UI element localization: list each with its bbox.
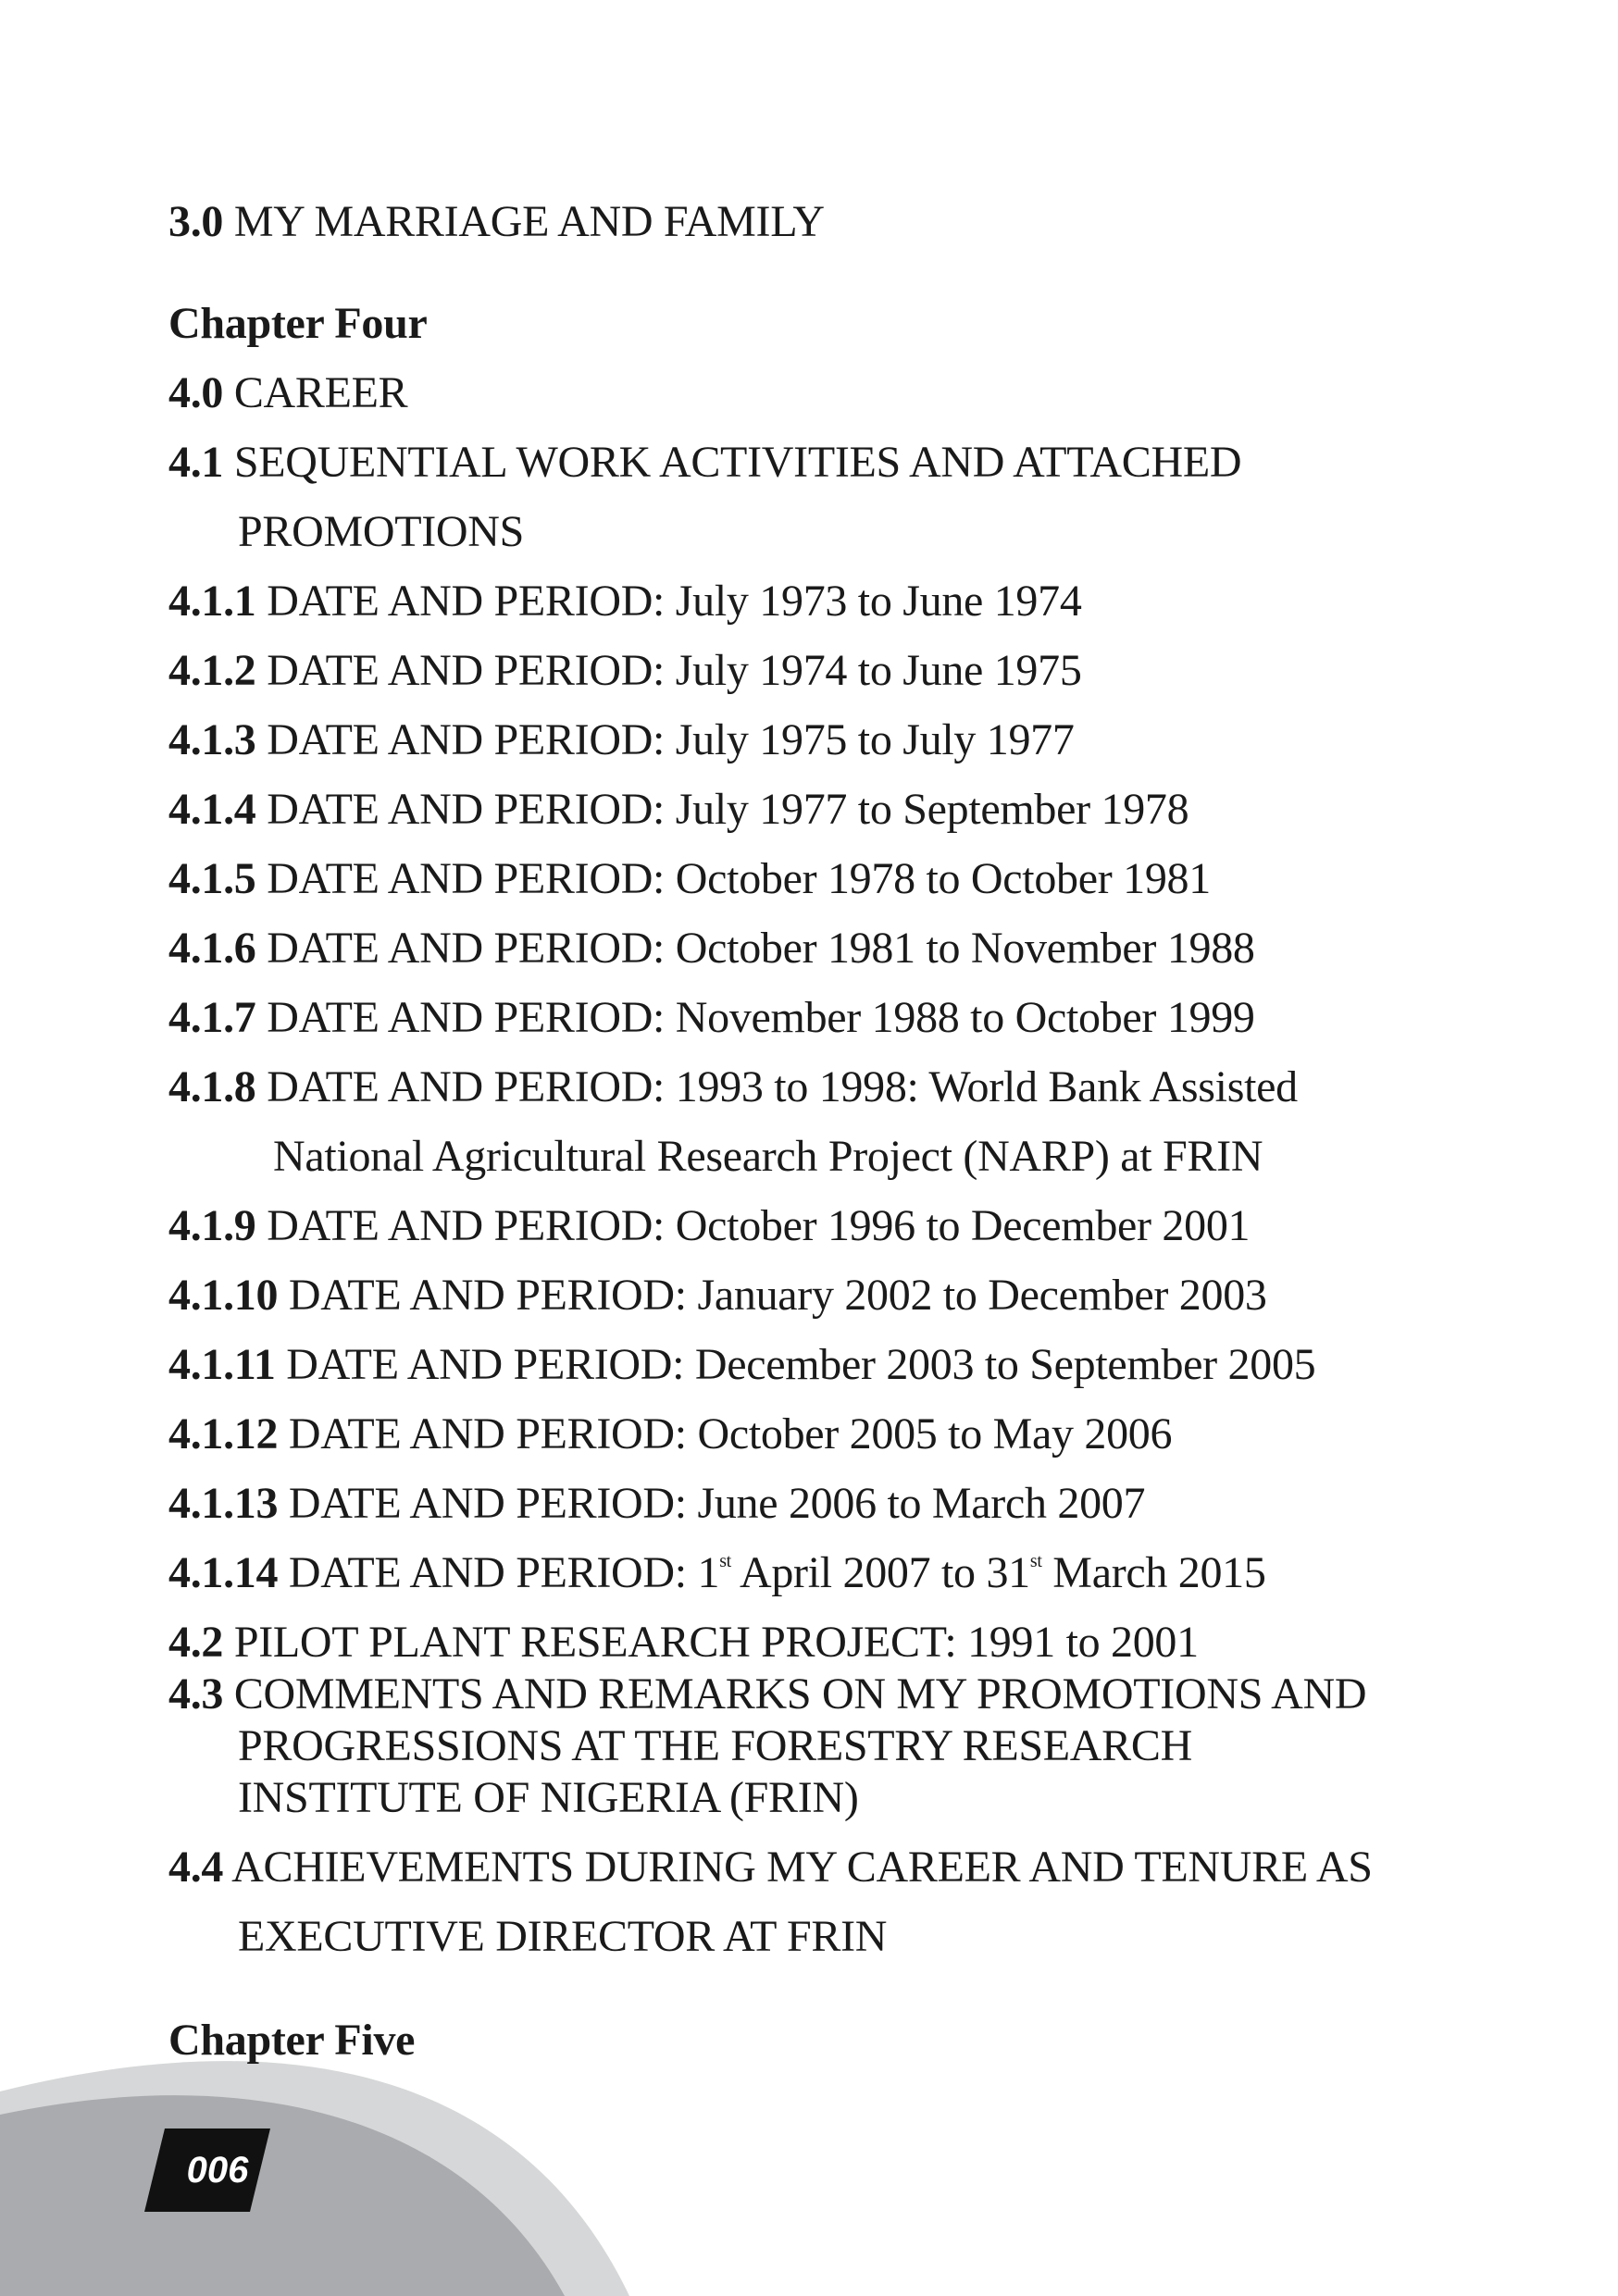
toc-entry-3-0: 3.0 MY MARRIAGE AND FAMILY bbox=[168, 197, 825, 246]
toc-entry-4-1-6: 4.1.6 DATE AND PERIOD: October 1981 to November 1988 bbox=[168, 924, 1255, 973]
toc-entry-4-1-12: 4.1.12 DATE AND PERIOD: October 2005 to May 2006 bbox=[168, 1409, 1173, 1458]
toc-entry-4-4-continued: EXECUTIVE DIRECTOR AT FRIN bbox=[238, 1912, 888, 1961]
toc-entry-4-1-9: 4.1.9 DATE AND PERIOD: October 1996 to December 2001 bbox=[168, 1201, 1251, 1250]
toc-entry-4-1-continued: PROMOTIONS bbox=[238, 507, 525, 556]
toc-entry-4-2: 4.2 PILOT PLANT RESEARCH PROJECT: 1991 to 2001 bbox=[168, 1618, 1199, 1667]
page-number: 006 bbox=[186, 2150, 249, 2191]
chapter-five-heading: Chapter Five bbox=[168, 2016, 416, 2065]
toc-entry-4-1-4: 4.1.4 DATE AND PERIOD: July 1977 to September 1978 bbox=[168, 785, 1189, 834]
toc-entry-4-4: 4.4 ACHIEVEMENTS DURING MY CAREER AND TENURE AS bbox=[168, 1843, 1373, 1892]
toc-entry-4-1-2: 4.1.2 DATE AND PERIOD: July 1974 to June 1975 bbox=[168, 646, 1082, 695]
toc-entry-4-3-continued-2: INSTITUTE OF NIGERIA (FRIN) bbox=[238, 1773, 859, 1822]
chapter-four-heading: Chapter Four bbox=[168, 299, 428, 348]
toc-entry-4-1-8-continued: National Agricultural Research Project (NARP) at FRIN bbox=[273, 1132, 1263, 1181]
toc-entry-4-1-7: 4.1.7 DATE AND PERIOD: November 1988 to October 1999 bbox=[168, 993, 1255, 1042]
toc-entry-4-1-1: 4.1.1 DATE AND PERIOD: July 1973 to June 1974 bbox=[168, 577, 1082, 626]
toc-entry-4-3-continued-1: PROGRESSIONS AT THE FORESTRY RESEARCH bbox=[238, 1721, 1192, 1770]
toc-entry-4-1-14: 4.1.14 DATE AND PERIOD: 1st April 2007 to 31st March 2015 bbox=[168, 1548, 1266, 1597]
toc-entry-4-1-3: 4.1.3 DATE AND PERIOD: July 1975 to July 1977 bbox=[168, 715, 1075, 764]
toc-entry-4-1-8: 4.1.8 DATE AND PERIOD: 1993 to 1998: World Bank Assisted bbox=[168, 1062, 1298, 1111]
toc-entry-4-1-10: 4.1.10 DATE AND PERIOD: January 2002 to December 2003 bbox=[168, 1271, 1267, 1320]
toc-entry-4-1-11: 4.1.11 DATE AND PERIOD: December 2003 to September 2005 bbox=[168, 1340, 1316, 1389]
toc-entry-4-1-13: 4.1.13 DATE AND PERIOD: June 2006 to March 2007 bbox=[168, 1479, 1146, 1528]
toc-entry-4-3: 4.3 COMMENTS AND REMARKS ON MY PROMOTIONS AND bbox=[168, 1669, 1367, 1719]
toc-entry-4-1: 4.1 SEQUENTIAL WORK ACTIVITIES AND ATTACHED bbox=[168, 438, 1242, 487]
toc-entry-4-0: 4.0 CAREER bbox=[168, 368, 408, 417]
toc-entry-4-1-5: 4.1.5 DATE AND PERIOD: October 1978 to October 1981 bbox=[168, 854, 1211, 903]
